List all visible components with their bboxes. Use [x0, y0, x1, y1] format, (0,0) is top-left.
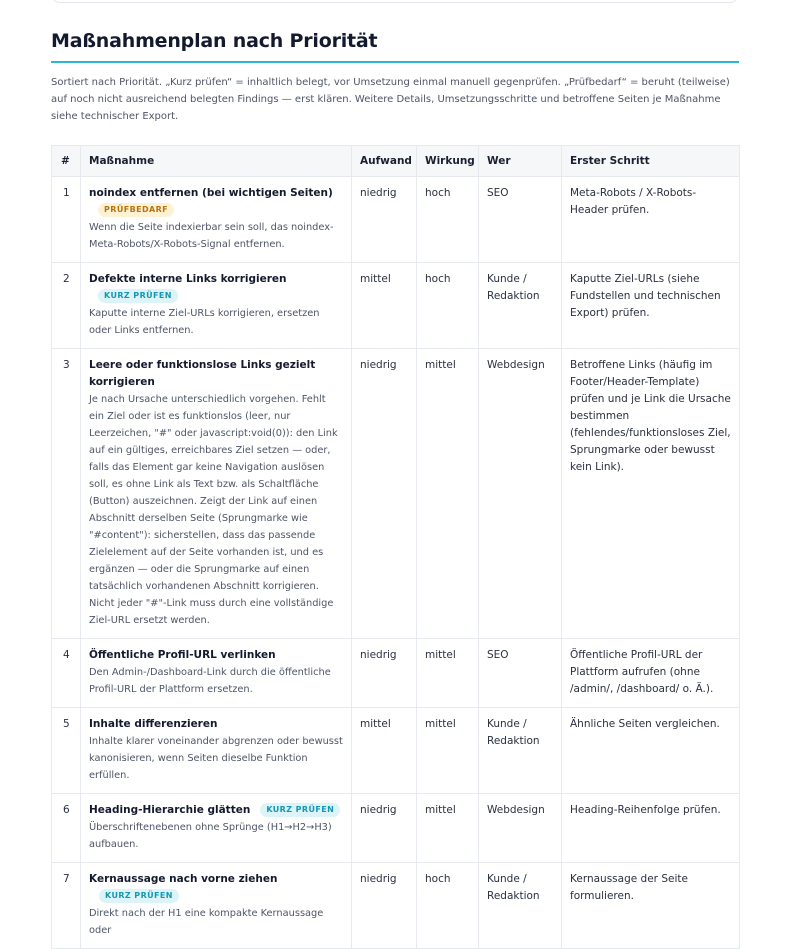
measures-table: [51, 145, 740, 949]
measure-description: Je nach Ursache unterschiedlich vorgehen. Fehlt ein Ziel oder ist es funktionslos (leer, nur Leerzeichen, "#" oder javascript:void(0)): den Link auf ein gültiges, erreichbares Ziel setzen — oder, falls das Element gar keine Navigation auslösen soll, es ohne Link als Text bzw. als Schaltfläche (Button) auszeichnen. Zeigt der Link auf einen Abschnitt derselben Seite (Sprungmarke wie "#content"): sicherstellen, dass das passende Zielelement auf der Seite vorhanden ist, und es ergänzen — oder die Sprungmarke auf einen tatsächlich vorhandenen Abschnitt korrigieren. Nicht jeder "#"-Link muss durch eine vollständige Ziel-URL ersetzt werden.: [89, 394, 338, 626]
table-row: [52, 639, 740, 708]
measure-title: Defekte interne Links korrigieren: [89, 273, 287, 285]
owner-cell: SEO: [479, 177, 562, 263]
first-step-cell: Öffentliche Profil-URL der Plattform aufrufen (ohne /admin/, /dashboard/ o. Ä.).: [562, 639, 740, 708]
table-row: [52, 863, 740, 949]
table-row: [52, 794, 740, 863]
measure-title: noindex entfernen (bei wichtigen Seiten): [89, 187, 333, 199]
effort-cell: niedrig: [352, 863, 417, 949]
effort-cell: mittel: [352, 263, 417, 349]
header-num: #: [52, 146, 81, 177]
row-number: 6: [52, 794, 81, 863]
owner-cell: Webdesign: [479, 794, 562, 863]
row-number: 7: [52, 863, 81, 949]
header-wer: Wer: [479, 146, 562, 177]
measure-title-line: [89, 802, 343, 819]
table-header-row: [52, 146, 740, 177]
status-badge: KURZ PRÜFEN: [98, 289, 178, 303]
measure-title: Inhalte differenzieren: [89, 718, 218, 730]
first-step-cell: Kernaussage der Seite formulieren.: [562, 863, 740, 949]
measure-description: Direkt nach der H1 eine kompakte Kernaussage oder: [89, 908, 324, 936]
effort-cell: niedrig: [352, 349, 417, 639]
measure-cell: [81, 639, 352, 708]
first-step-cell: Ähnliche Seiten vergleichen.: [562, 708, 740, 794]
measure-title: Leere oder funktionslose Links gezielt korrigieren: [89, 359, 316, 388]
owner-cell: Webdesign: [479, 349, 562, 639]
row-number: 4: [52, 639, 81, 708]
measure-title: Kernaussage nach vorne ziehen: [89, 873, 278, 885]
effort-cell: mittel: [352, 708, 417, 794]
impact-cell: hoch: [417, 863, 479, 949]
measure-description: Den Admin-/Dashboard-Link durch die öffentliche Profil-URL der Plattform ersetzen.: [89, 667, 331, 695]
status-badge: KURZ PRÜFEN: [99, 889, 179, 903]
effort-cell: niedrig: [352, 794, 417, 863]
measure-description: Wenn die Seite indexierbar sein soll, das noindex-Meta-Robots/X-Robots-Signal entfernen.: [89, 222, 334, 250]
header-massnahme: Maßnahme: [81, 146, 352, 177]
row-number: 2: [52, 263, 81, 349]
measure-title-line: [89, 871, 343, 905]
measure-description: Kaputte interne Ziel-URLs korrigieren, ersetzen oder Links entfernen.: [89, 308, 320, 336]
owner-cell: SEO: [479, 639, 562, 708]
status-badge: KURZ PRÜFEN: [260, 803, 340, 817]
effort-cell: niedrig: [352, 177, 417, 263]
first-step-cell: Heading-Reihenfolge prüfen.: [562, 794, 740, 863]
intro-text: Sortiert nach Priorität. „Kurz prüfen“ = inhaltlich belegt, vor Umsetzung einmal manuell gegenprüfen. „Prüfbedarf“ = beruht (teilweise) auf noch nicht ausreichend belegten Findings — erst klären. Weitere Details, Umsetzungsschritte und betroffene Seiten je Maßnahme siehe technischer Export.: [51, 77, 730, 122]
row-number: 3: [52, 349, 81, 639]
impact-cell: mittel: [417, 794, 479, 863]
first-step-cell: Meta-Robots / X-Robots-Header prüfen.: [562, 177, 740, 263]
previous-card: [52, 0, 738, 3]
table-row: [52, 177, 740, 263]
owner-cell: Kunde / Redaktion: [479, 863, 562, 949]
impact-cell: mittel: [417, 708, 479, 794]
table-row: [52, 708, 740, 794]
row-number: 1: [52, 177, 81, 263]
measure-title: Öffentliche Profil-URL verlinken: [89, 649, 276, 661]
impact-cell: mittel: [417, 639, 479, 708]
effort-cell: niedrig: [352, 639, 417, 708]
owner-cell: Kunde / Redaktion: [479, 263, 562, 349]
measure-cell: [81, 263, 352, 349]
title-underline: [51, 61, 739, 63]
owner-cell: Kunde / Redaktion: [479, 708, 562, 794]
first-step-cell: Kaputte Ziel-URLs (siehe Fundstellen und technischen Export) prüfen.: [562, 263, 740, 349]
page-title: Maßnahmenplan nach Priorität: [51, 30, 378, 52]
measure-title: Heading-Hierarchie glätten: [89, 804, 251, 816]
measure-description: Inhalte klarer voneinander abgrenzen oder bewusst kanonisieren, wenn Seiten dieselbe Funktion erfüllen.: [89, 736, 343, 781]
table-row: [52, 263, 740, 349]
measure-cell: [81, 349, 352, 639]
measure-cell: [81, 794, 352, 863]
header-erster-schritt: Erster Schritt: [562, 146, 740, 177]
measure-cell: [81, 708, 352, 794]
header-wirkung: Wirkung: [417, 146, 479, 177]
impact-cell: hoch: [417, 177, 479, 263]
row-number: 5: [52, 708, 81, 794]
table-row: [52, 349, 740, 639]
header-aufwand: Aufwand: [352, 146, 417, 177]
measure-description: Überschriftenebenen ohne Sprünge (H1→H2→H3) aufbauen.: [89, 822, 332, 850]
status-badge: PRÜFBEDARF: [98, 203, 174, 217]
measure-cell: [81, 177, 352, 263]
impact-cell: hoch: [417, 263, 479, 349]
impact-cell: mittel: [417, 349, 479, 639]
first-step-cell: Betroffene Links (häufig im Footer/Header-Template) prüfen und je Link die Ursache bestimmen (fehlendes/funktionsloses Ziel, Sprungmarke oder bewusst kein Link).: [562, 349, 740, 639]
measure-cell: [81, 863, 352, 949]
